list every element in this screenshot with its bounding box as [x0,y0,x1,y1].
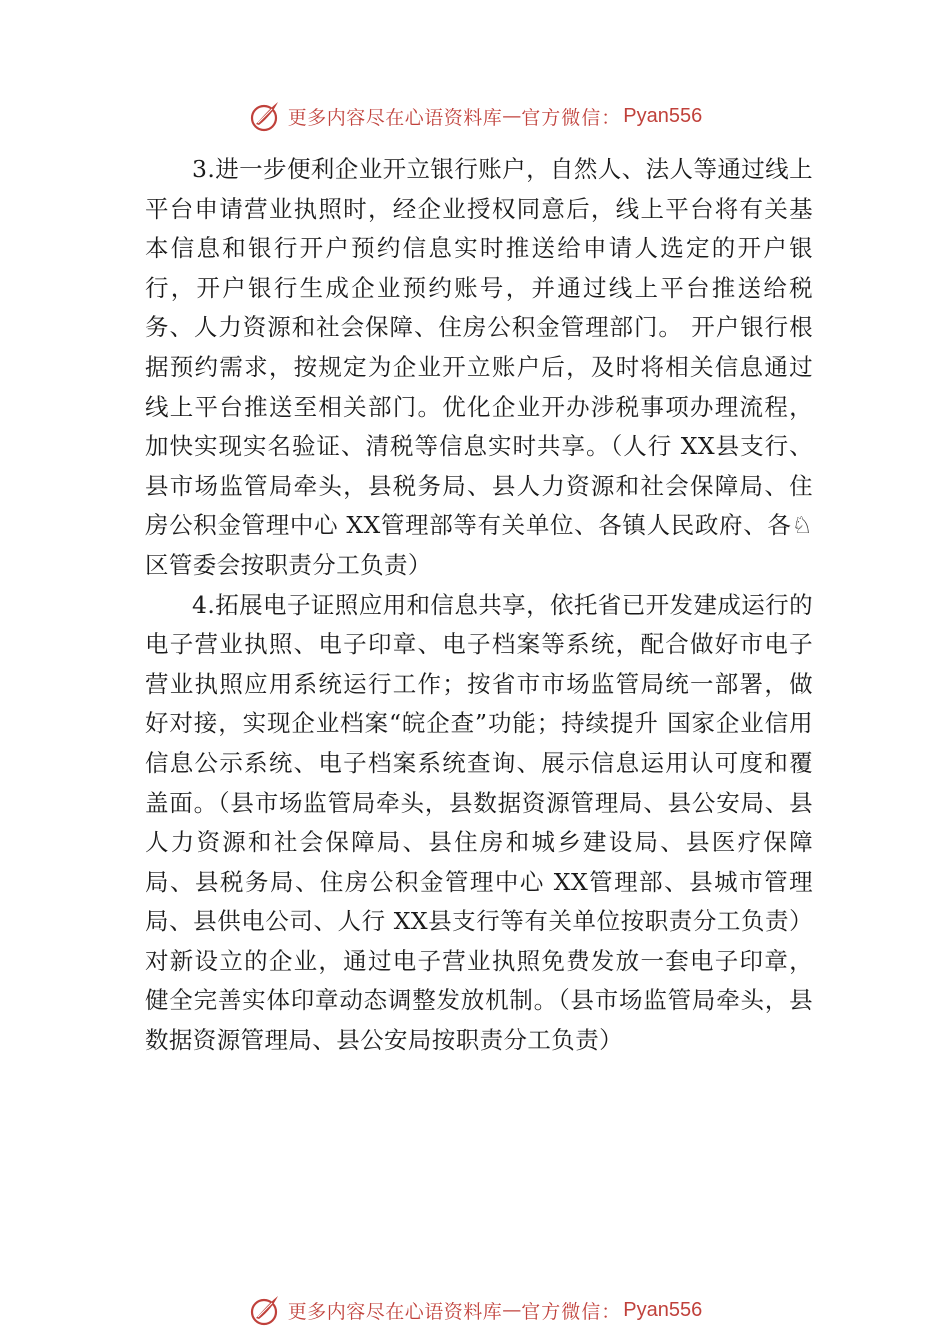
feather-pen-seal-icon [248,98,284,134]
banner-brand-text: 更多内容尽在心语资料库 [287,1300,503,1323]
feather-pen-seal-icon [248,1292,284,1328]
banner-brand-text: 更多内容尽在心语资料库 [287,106,503,129]
banner-separator: — [502,105,522,127]
banner-wechat-id: Pyan556 [623,104,703,127]
banner-wechat-label: 官方微信： [521,106,622,129]
banner-wechat-id: Pyan556 [623,1298,703,1321]
banner-separator: — [502,1299,522,1321]
paragraph-item-3: 3.进一步便利企业开立银行账户，自然人、法人等通过线上平台申请营业执照时，经企业授权同意后，线上平台将有关基本信息和银行开户预约信息实时推送给申请人选定的开户银行，开户银行生成企业预约账号，并通过线上平台推送给税务、人力资源和社会保障、住房公积金管理部门。 开户银行根据预约需求，按规定为企业开立账户后，及时将相关信息通过线上平台推送至相关部门。优化企业开办涉税事项办理流程，加快实现实名验证、清税等信息实时共享。（人行 XX县支行、县市场监管局牵头，县税务局、县人力资源和社会保障局、住房公积金管理中心 XX管理部等有关单位、各镇人民政府、各♘区管委会按职责分工负责） [145,155,813,579]
banner-wechat-label: 官方微信： [521,1300,622,1323]
paragraph-item-4: 4.拓展电子证照应用和信息共享，依托省已开发建成运行的电子营业执照、电子印章、电子档案等系统，配合做好市电子营业执照应用系统运行工作；按省市市场监管局统一部署，做好对接，实现企业档案“皖企查”功能；持续提升 国家企业信用信息公示系统、电子档案系统查询、展示信息运用认可度和覆盖面。（县市场监管局牵头，县数据资源管理局、县公安局、县人力资源和社会保障局、县住房和城乡建设局、县医疗保障局、县税务局、住房公积金管理中心 XX管理部、县城市管理局、县供电公司、人行 XX县支行等有关单位按职责分工负责）对新设立的企业，通过电子营业执照免费发放一套电子印章，健全完善实体印章动态调整发放机制。（县市场监管局牵头，县数据资源管理局、县公安局按职责分工负责） [145,590,813,1055]
header-watermark-banner [0,96,950,136]
document-body [145,150,813,1061]
footer-watermark-banner [0,1290,950,1330]
